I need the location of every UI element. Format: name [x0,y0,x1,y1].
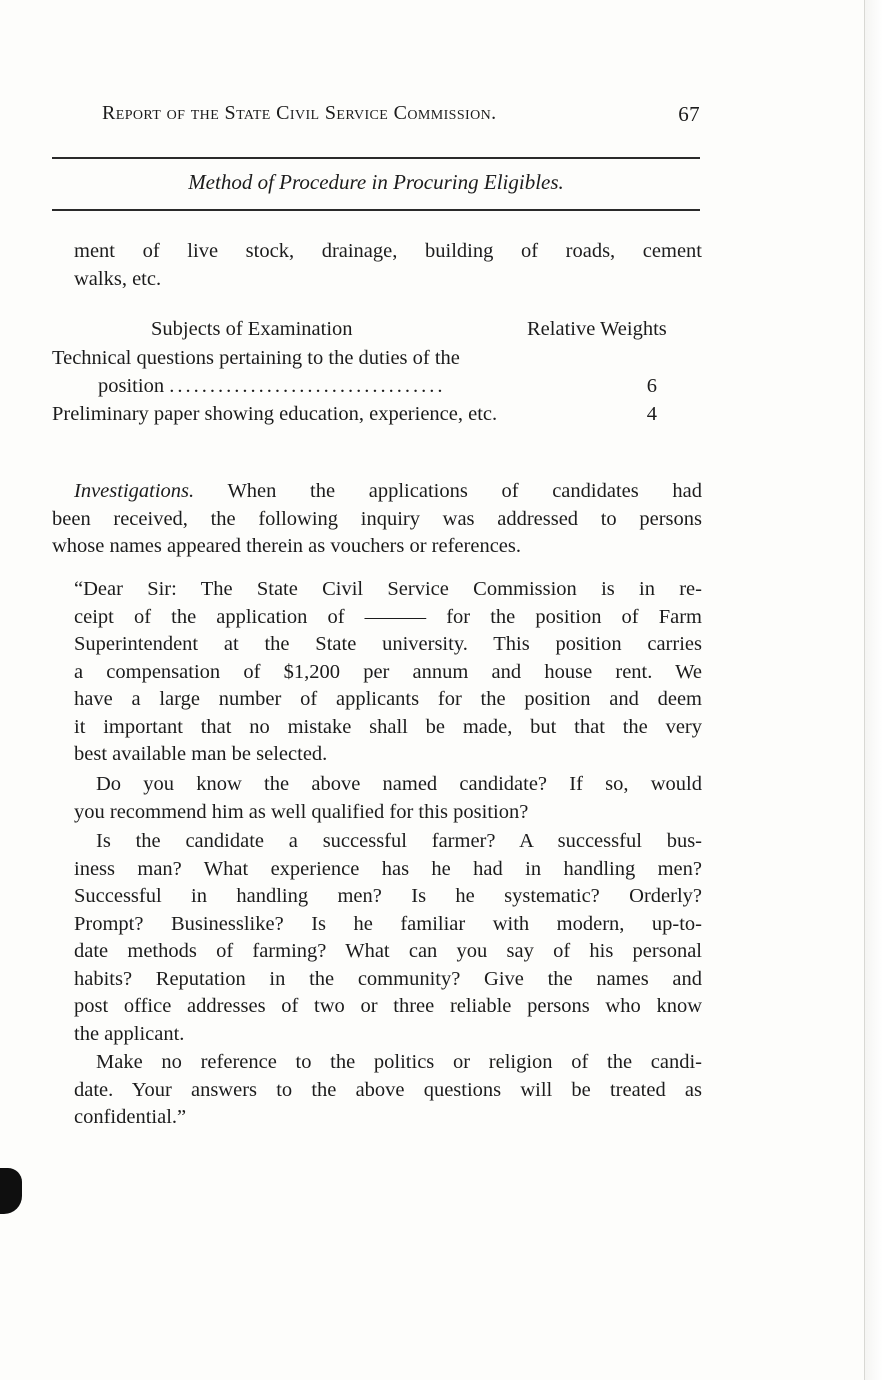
text-line: Prompt? Businesslike? Is he familiar with modern, up-to- [74,912,702,935]
table-row [52,401,702,429]
text-line: Investigations. When the applications of candidates had [74,480,702,502]
page-edge-line [864,0,865,1380]
letter-paragraph-4 [52,1049,702,1132]
leader-dots: .................................. [169,374,446,397]
text-line: “Dear Sir: The State Civil Service Commission is in re- [74,578,702,600]
table-row-weight: 6 [646,374,657,397]
table-row [52,373,702,401]
text-line: confidential.” [74,1106,187,1128]
text-line: been received, the following inquiry was addressed to persons [52,507,702,530]
letter-paragraph-1 [52,576,702,769]
text-line: have a large number of applicants for the position and deem [74,688,702,710]
text-line: post office addresses of two or three reliable persons who know [74,995,702,1017]
page-number: 67 [678,102,700,126]
column-header-weights: Relative Weights [527,318,667,340]
text-line: date methods of farming? What can you say of his personal [74,940,702,962]
text-line: Do you know the above named candidate? If so, would [96,773,702,795]
text-line: ment of live stock, drainage, building of roads, cement [74,240,702,262]
text-line: Successful in handling men? Is he systematic? Orderly? [74,885,702,907]
table-row-weight: 4 [646,402,657,425]
column-header-subjects: Subjects of Examination [151,318,353,340]
table-row-subject: Technical questions pertaining to the duties of the [52,347,460,369]
binding-punch-mark [0,1168,22,1214]
text-line: Superintendent at the State university. This position carries [74,633,702,655]
text-line: it important that no mistake shall be made, but that the very [74,715,702,738]
text-line: whose names appeared therein as vouchers or references. [52,535,521,557]
text-line: iness man? What experience has he had in handling men? [74,857,702,880]
header-rule-top [52,157,700,159]
page-edge-shadow [864,0,883,1380]
text-line: walks, etc. [74,267,162,290]
investigations-lead: Investigations. [74,480,195,502]
text-line: habits? Reputation in the community? Give the names and [74,967,702,990]
intro-paragraph [52,238,702,293]
text-line: the applicant. [74,1022,185,1045]
section-title: Method of Procedure in Procuring Eligibles. [188,170,564,194]
running-header [102,102,702,125]
table-row-subject-continued: position [98,374,165,397]
text-line: Is the candidate a successful farmer? A successful bus- [96,830,702,852]
text-line: date. Your answers to the above questions will be treated as [74,1078,702,1101]
investigations-paragraph [52,478,702,561]
running-title: Report of the State Civil Service Commission. [102,102,497,124]
table-row-subject: Preliminary paper showing education, experience, etc. [52,402,498,425]
text-line: a compensation of $1,200 per annum and house rent. We [74,660,702,683]
letter-paragraph-3 [52,828,702,1048]
letter-paragraph-2 [52,771,702,826]
text-line: you recommend him as well qualified for this position? [74,800,529,823]
text-line: Make no reference to the politics or religion of the candi- [96,1051,702,1073]
text-line: ceipt of the application of ——— for the position of Farm [74,605,702,628]
exam-table [52,345,702,429]
text-line: best available man be selected. [74,743,328,765]
header-rule-bottom [52,209,700,211]
